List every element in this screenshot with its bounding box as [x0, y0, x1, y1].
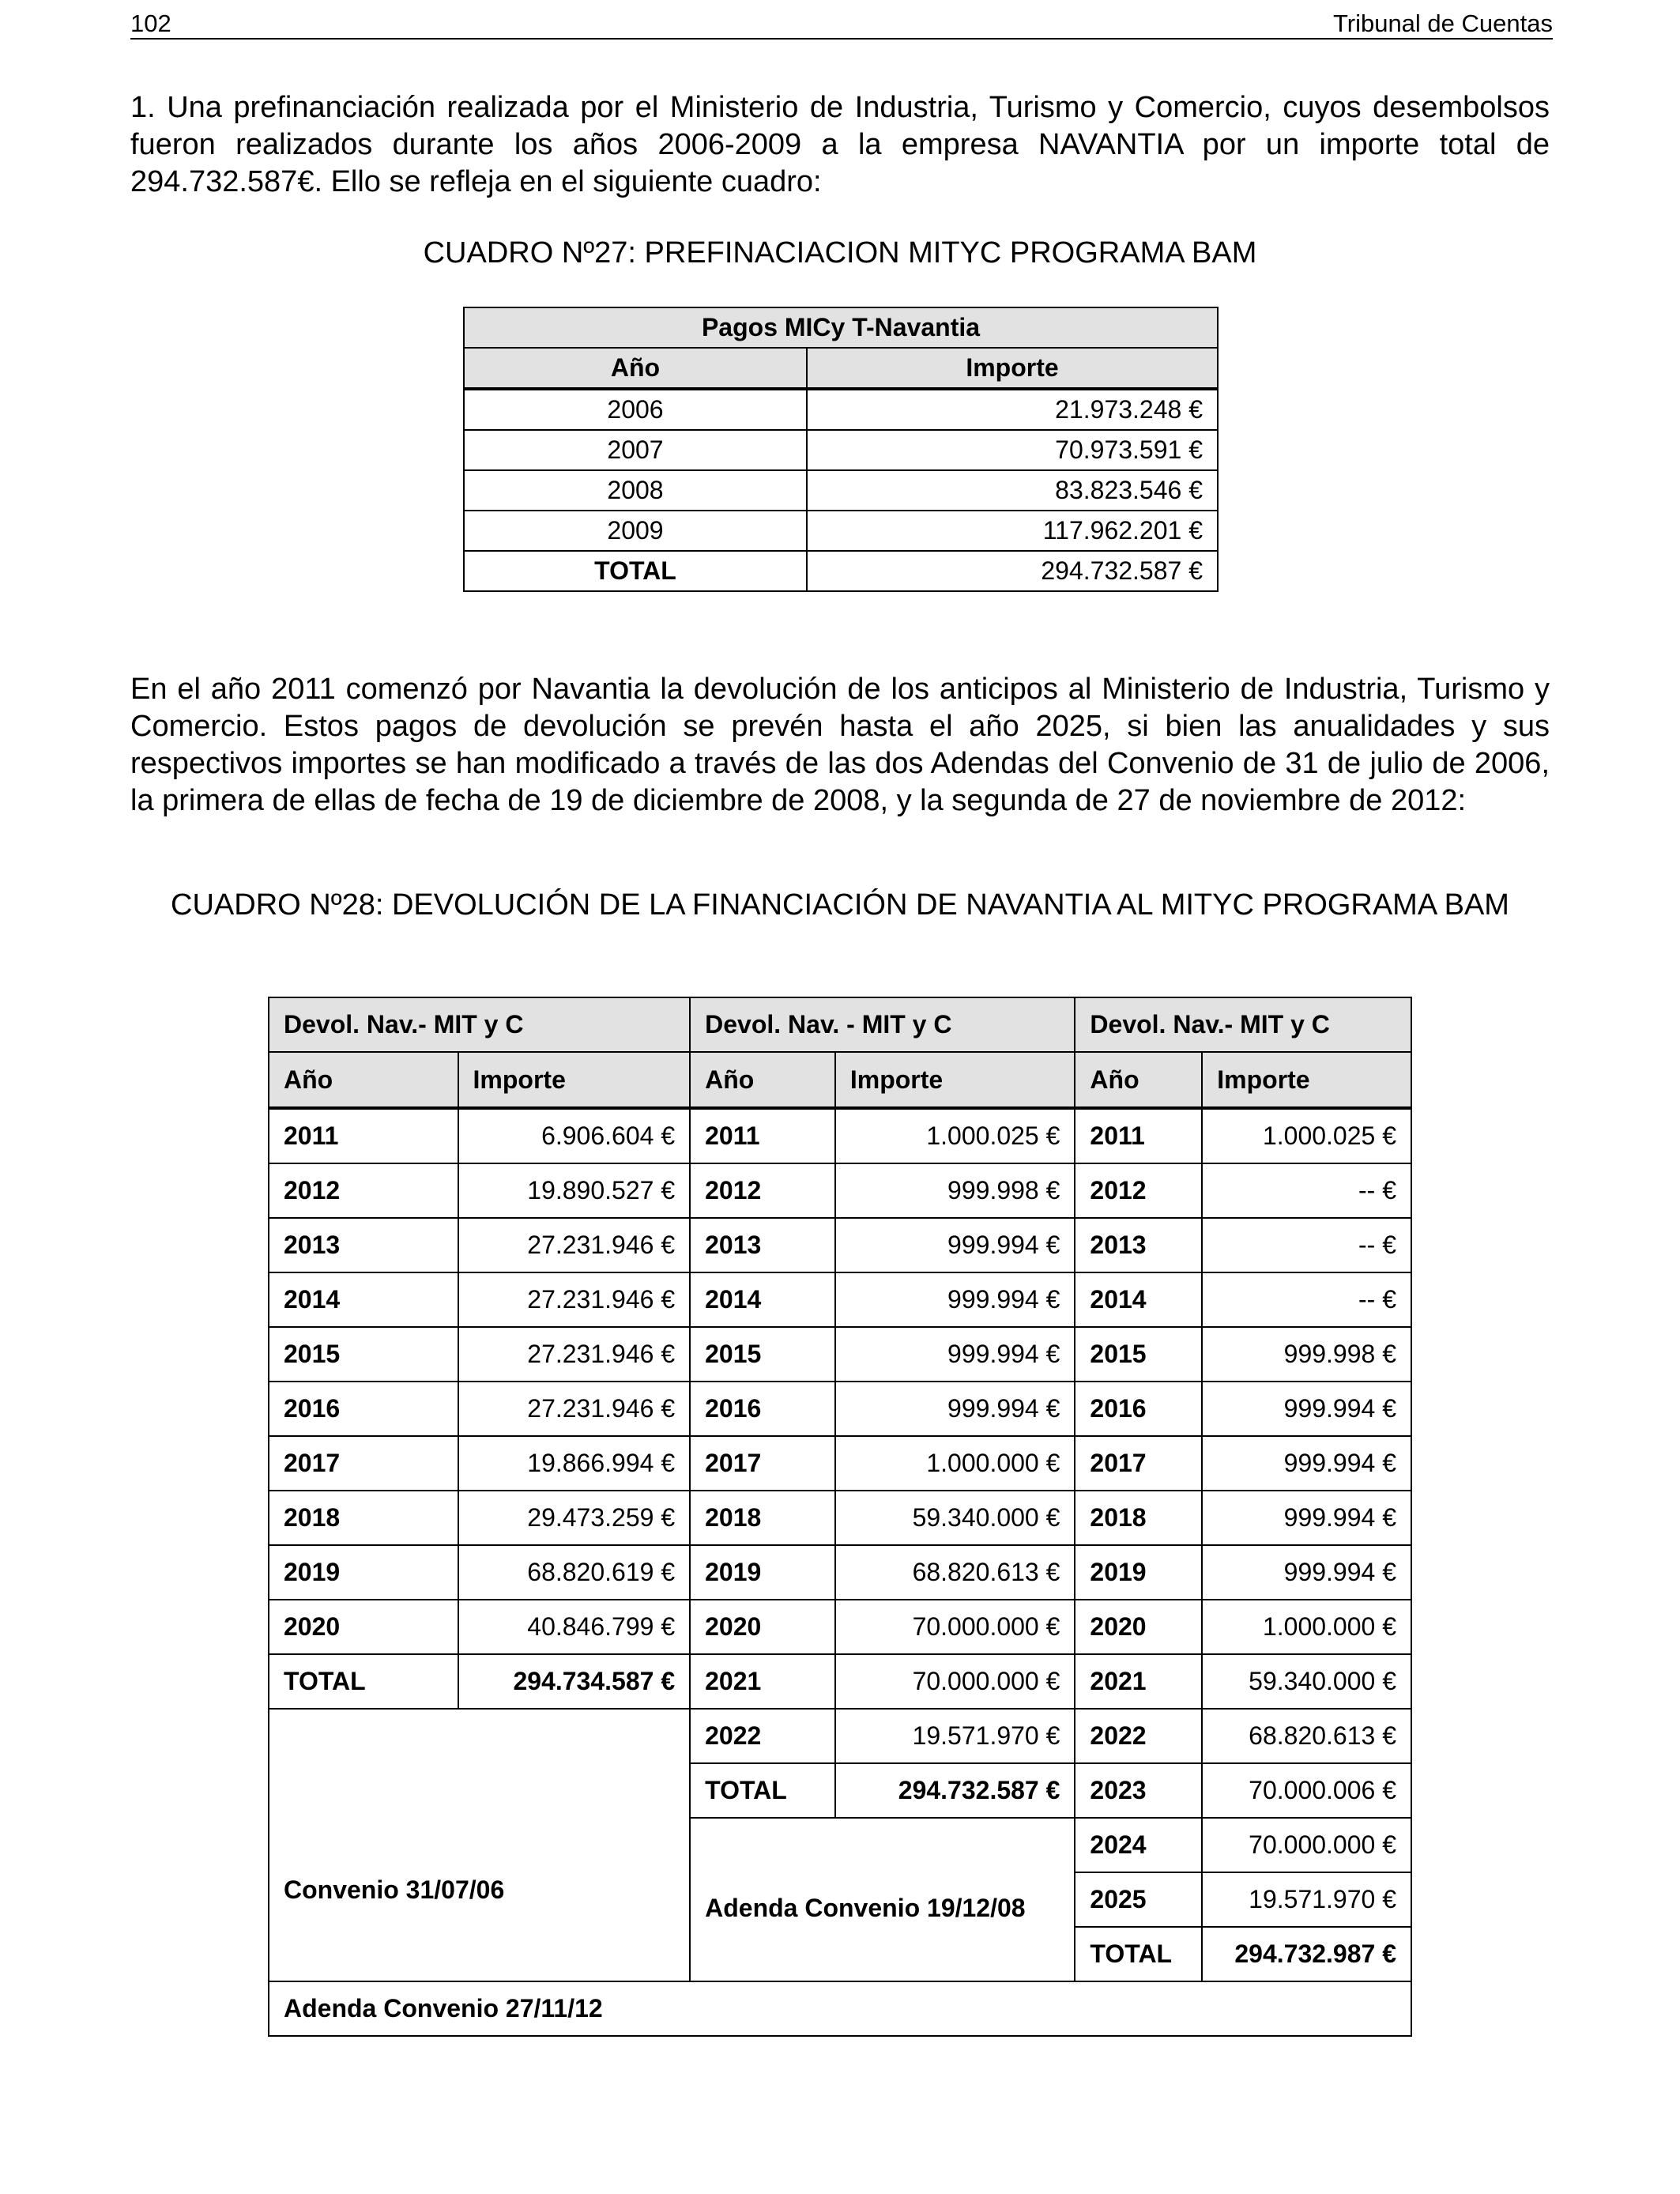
- group-c-header: Devol. Nav.- MIT y C: [1075, 997, 1411, 1052]
- amount-cell-c: -- €: [1202, 1218, 1411, 1272]
- year-cell-a: 2014: [269, 1272, 458, 1327]
- table-row: [269, 1545, 1411, 1600]
- year-cell-b: 2015: [690, 1327, 835, 1382]
- year-cell-c: 2024: [1075, 1818, 1202, 1872]
- amount-cell-a: 27.231.946 €: [458, 1218, 691, 1272]
- year-cell-a: 2016: [269, 1382, 458, 1436]
- amount-cell: 70.973.591 €: [807, 430, 1218, 470]
- amount-cell-b: 999.994 €: [835, 1327, 1075, 1382]
- table-row: [269, 1327, 1411, 1382]
- col-amount-b: Importe: [835, 1052, 1075, 1108]
- amount-cell-b: 70.000.000 €: [835, 1600, 1075, 1654]
- table-row: [269, 1272, 1411, 1327]
- year-cell-c: 2016: [1075, 1382, 1202, 1436]
- year-cell-c: 2018: [1075, 1491, 1202, 1545]
- year-cell-c: 2017: [1075, 1436, 1202, 1491]
- total-label-c: TOTAL: [1075, 1927, 1202, 1981]
- group-b-header: Devol. Nav. - MIT y C: [690, 997, 1075, 1052]
- year-cell-c: 2013: [1075, 1218, 1202, 1272]
- amount-cell-a: 29.473.259 €: [458, 1491, 691, 1545]
- amount-cell-c: 999.994 €: [1202, 1382, 1411, 1436]
- year-cell: 2006: [464, 389, 807, 430]
- total-amount: 294.732.587 €: [807, 551, 1218, 591]
- amount-cell-c: -- €: [1202, 1163, 1411, 1218]
- amount-cell-b: 999.994 €: [835, 1272, 1075, 1327]
- amount-cell-c: -- €: [1202, 1272, 1411, 1327]
- table-row: [269, 1163, 1411, 1218]
- amount-cell-b: 68.820.613 €: [835, 1545, 1075, 1600]
- table-row: [464, 511, 1218, 551]
- paragraph-repayment: En el año 2011 comenzó por Navantia la devolución de los anticipos al Ministerio de Industria, Turismo y Comercio. Estos pagos de devolución se prevén hasta el año 2025, si bien las anualidades y sus respectivos importes se han modificado a través de las dos Adendas del Convenio de 31 de julio de 2006, la primera de ellas de fecha de 19 de diciembre de 2008, y la segunda de 27 de noviembre de 2012:: [130, 673, 1550, 817]
- amount-cell-c: 999.998 €: [1202, 1327, 1411, 1382]
- amount-cell-b: 1.000.000 €: [835, 1436, 1075, 1491]
- table-row: [269, 1600, 1411, 1654]
- year-cell-a: 2013: [269, 1218, 458, 1272]
- year-cell-b: 2011: [690, 1108, 835, 1163]
- year-cell-b: 2017: [690, 1436, 835, 1491]
- paragraph-prefinancing: 1. Una prefinanciación realizada por el Ministerio de Industria, Turismo y Comercio, cuyos desembolsos fueron realizados durante los años 2006-2009 a la empresa NAVANTIA por un importe total de 294.732.587€. Ello se refleja en el siguiente cuadro:: [130, 91, 1550, 198]
- year-cell-c: 2023: [1075, 1763, 1202, 1818]
- amount-cell-a: 27.231.946 €: [458, 1327, 691, 1382]
- amount-cell: 117.962.201 €: [807, 511, 1218, 551]
- page-header: [130, 6, 1553, 40]
- year-cell: 2009: [464, 511, 807, 551]
- amount-cell-a: 6.906.604 €: [458, 1108, 691, 1163]
- year-cell-a: 2020: [269, 1600, 458, 1654]
- table27-title-row: [464, 307, 1218, 348]
- year-cell-a: 2015: [269, 1327, 458, 1382]
- year-cell-c: 2020: [1075, 1600, 1202, 1654]
- amount-cell-a: 19.890.527 €: [458, 1163, 691, 1218]
- table-row: [464, 470, 1218, 511]
- amount-cell-b: 999.994 €: [835, 1382, 1075, 1436]
- header-organization: Tribunal de Cuentas: [1332, 9, 1553, 37]
- year-cell-c: 2015: [1075, 1327, 1202, 1382]
- table28-group-header-row: [269, 997, 1411, 1052]
- col-amount-a: Importe: [458, 1052, 691, 1108]
- table-repayment: [268, 997, 1412, 2037]
- table27-col-year: Año: [464, 348, 807, 389]
- amount-cell: 21.973.248 €: [807, 389, 1218, 430]
- year-cell-c: 2022: [1075, 1709, 1202, 1763]
- amount-cell-c: 19.571.970 €: [1202, 1872, 1411, 1927]
- table-row: [464, 389, 1218, 430]
- amount-cell-c: 59.340.000 €: [1202, 1654, 1411, 1709]
- amount-cell-a: 40.846.799 €: [458, 1600, 691, 1654]
- year-cell-c: 2021: [1075, 1654, 1202, 1709]
- total-amount-a: 294.734.587 €: [458, 1654, 691, 1709]
- col-year-a: Año: [269, 1052, 458, 1108]
- col-year-c: Año: [1075, 1052, 1202, 1108]
- amount-cell-c: 1.000.000 €: [1202, 1600, 1411, 1654]
- year-cell-b: 2012: [690, 1163, 835, 1218]
- table-row: [464, 430, 1218, 470]
- amount-cell-c: 68.820.613 €: [1202, 1709, 1411, 1763]
- amount-cell: 83.823.546 €: [807, 470, 1218, 511]
- table-row: [269, 1491, 1411, 1545]
- year-cell-b: 2019: [690, 1545, 835, 1600]
- table-row: [269, 1108, 1411, 1163]
- year-cell: 2007: [464, 430, 807, 470]
- amount-cell-c: 1.000.025 €: [1202, 1108, 1411, 1163]
- year-cell-c: 2014: [1075, 1272, 1202, 1327]
- table28-caption: CUADRO Nº28: DEVOLUCIÓN DE LA FINANCIACIÓN DE NAVANTIA AL MITYC PROGRAMA BAM: [171, 888, 1509, 922]
- amount-cell-b: 70.000.000 €: [835, 1654, 1075, 1709]
- total-label-a: TOTAL: [269, 1654, 458, 1709]
- table-row: [269, 1709, 1411, 1763]
- amount-cell-b: 19.571.970 €: [835, 1709, 1075, 1763]
- year-cell-b: 2022: [690, 1709, 835, 1763]
- group-a-header: Devol. Nav.- MIT y C: [269, 997, 690, 1052]
- amount-cell-a: 27.231.946 €: [458, 1272, 691, 1327]
- amount-cell-c: 70.000.000 €: [1202, 1818, 1411, 1872]
- table28-column-header-row: [269, 1052, 1411, 1108]
- adenda-2012-label: Adenda Convenio 27/11/12: [269, 1981, 1411, 2036]
- year-cell-b: 2016: [690, 1382, 835, 1436]
- table-row: [269, 1981, 1411, 2036]
- table-row: [269, 1382, 1411, 1436]
- amount-cell-b: 999.994 €: [835, 1218, 1075, 1272]
- amount-cell-a: 27.231.946 €: [458, 1382, 691, 1436]
- amount-cell-c: 999.994 €: [1202, 1491, 1411, 1545]
- amount-cell-c: 999.994 €: [1202, 1545, 1411, 1600]
- amount-cell-b: 1.000.025 €: [835, 1108, 1075, 1163]
- year-cell-b: 2020: [690, 1600, 835, 1654]
- year-cell-a: 2012: [269, 1163, 458, 1218]
- amount-cell-b: 59.340.000 €: [835, 1491, 1075, 1545]
- total-label: TOTAL: [464, 551, 807, 591]
- year-cell-a: 2018: [269, 1491, 458, 1545]
- table-row: [269, 1218, 1411, 1272]
- year-cell-c: 2025: [1075, 1872, 1202, 1927]
- convenio-label: Convenio 31/07/06: [269, 1709, 690, 1981]
- adenda-2008-label: Adenda Convenio 19/12/08: [690, 1818, 1075, 1981]
- table27-title: Pagos MICy T-Navantia: [464, 307, 1218, 348]
- table-total-row: [464, 551, 1218, 591]
- year-cell-c: 2019: [1075, 1545, 1202, 1600]
- year-cell-b: 2018: [690, 1491, 835, 1545]
- total-amount-c: 294.732.987 €: [1202, 1927, 1411, 1981]
- year-cell-a: 2019: [269, 1545, 458, 1600]
- total-amount-b: 294.732.587 €: [835, 1763, 1075, 1818]
- table27-caption: CUADRO Nº27: PREFINACIACION MITYC PROGRAMA BAM: [423, 236, 1257, 270]
- year-cell-c: 2012: [1075, 1163, 1202, 1218]
- table-row: [269, 1436, 1411, 1491]
- amount-cell-a: 19.866.994 €: [458, 1436, 691, 1491]
- page-number: 102: [130, 9, 171, 37]
- col-year-b: Año: [690, 1052, 835, 1108]
- year-cell-b: 2014: [690, 1272, 835, 1327]
- year-cell-c: 2011: [1075, 1108, 1202, 1163]
- year-cell-a: 2011: [269, 1108, 458, 1163]
- table-row: [269, 1654, 1411, 1709]
- total-label-b: TOTAL: [690, 1763, 835, 1818]
- table27-header-row: [464, 348, 1218, 389]
- table-prefinancing: [463, 307, 1219, 592]
- table27-col-amount: Importe: [807, 348, 1218, 389]
- amount-cell-c: 999.994 €: [1202, 1436, 1411, 1491]
- year-cell: 2008: [464, 470, 807, 511]
- amount-cell-a: 68.820.619 €: [458, 1545, 691, 1600]
- amount-cell-c: 70.000.006 €: [1202, 1763, 1411, 1818]
- year-cell-b: 2021: [690, 1654, 835, 1709]
- amount-cell-b: 999.998 €: [835, 1163, 1075, 1218]
- year-cell-b: 2013: [690, 1218, 835, 1272]
- col-amount-c: Importe: [1202, 1052, 1411, 1108]
- year-cell-a: 2017: [269, 1436, 458, 1491]
